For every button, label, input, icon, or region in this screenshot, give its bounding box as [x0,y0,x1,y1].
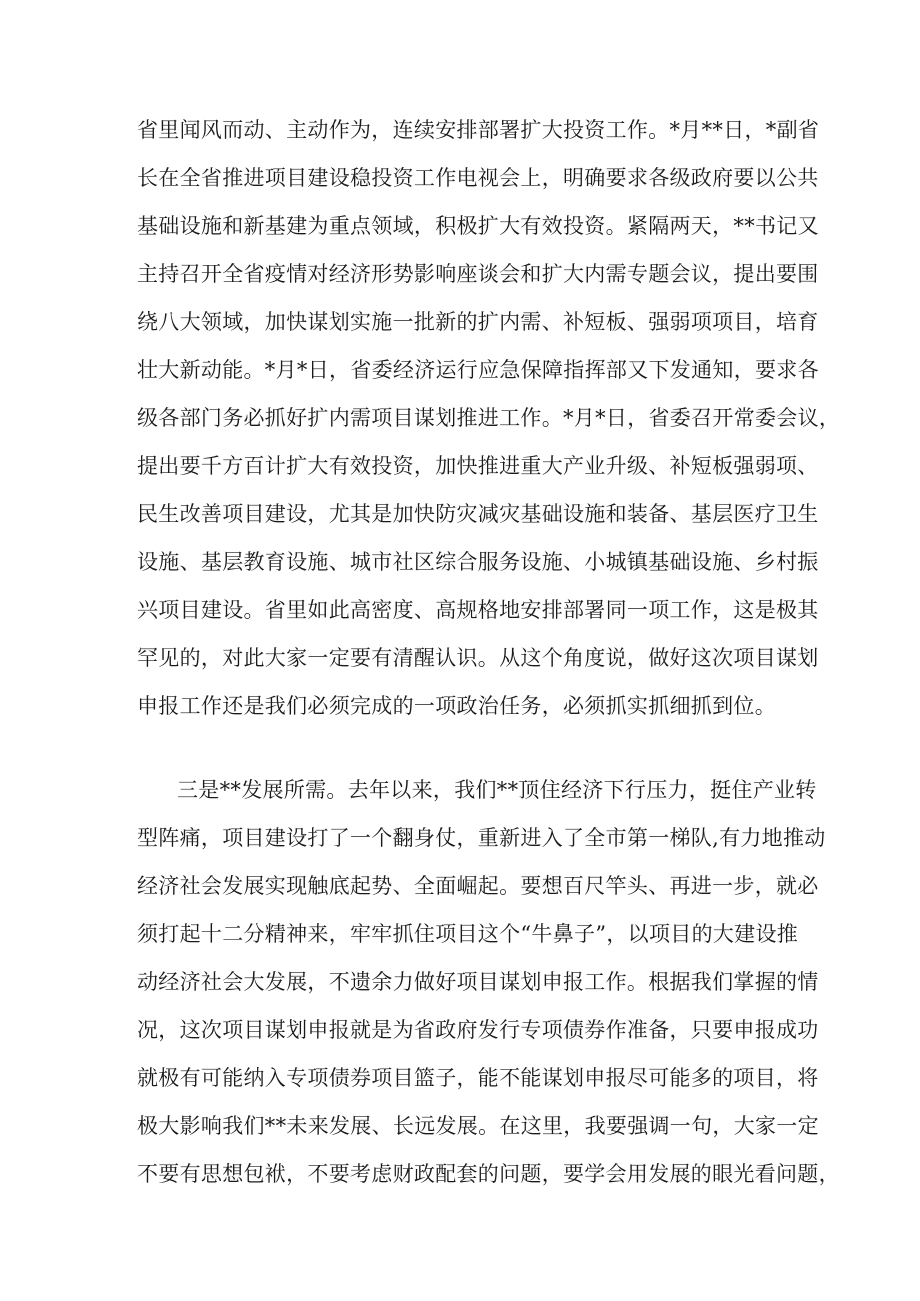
paragraph-line: 基础设施和新基建为重点领域，积极扩大有效投资。紧隔两天，**书记又 [137,214,819,238]
paragraph-line: 兴项目建设。省里如此高密度、高规格地安排部署同一项工作，这是极其 [137,598,819,622]
paragraph-line: 申报工作还是我们必须完成的一项政治任务，必须抓实抓细抓到位。 [137,694,776,718]
paragraph-line: 况，这次项目谋划申报就是为省政府发行专项债券作准备，只要申报成功 [137,1018,819,1042]
paragraph-line: 提出要千方百计扩大有效投资，加快推进重大产业升级、补短板强弱项、 [137,454,819,478]
paragraph-line: 设施、基层教育设施、城市社区综合服务设施、小城镇基础设施、乡村振 [137,550,819,574]
paragraph-line: 动经济社会大发展，不遗余力做好项目谋划申报工作。根据我们掌握的情 [137,970,819,994]
paragraph-line: 主持召开全省疫情对经济形势影响座谈会和扩大内需专题会议，提出要围 [137,262,819,286]
paragraph-line: 极大影响我们**未来发展、长远发展。在这里，我要强调一句，大家一定 [137,1114,819,1138]
paragraph-line: 就极有可能纳入专项债券项目篮子，能不能谋划申报尽可能多的项目，将 [137,1066,819,1090]
paragraph-line: 级各部门务必抓好扩内需项目谋划推进工作。*月*日，省委召开常委会议， [137,406,841,430]
paragraph-line: 民生改善项目建设，尤其是加快防灾减灾基础设施和装备、基层医疗卫生 [137,502,819,526]
paragraph-line: 经济社会发展实现触底起势、全面崛起。要想百尺竿头、再进一步，就必 [137,874,819,898]
paragraph-line: 不要有思想包袱，不要考虑财政配套的问题，要学会用发展的眼光看问题， [137,1162,840,1186]
paragraph-line: 须打起十二分精神来，牢牢抓住项目这个“牛鼻子”，以项目的大建设推 [137,922,799,946]
paragraph-line: 三是**发展所需。去年以来，我们**顶住经济下行压力，挺住产业转 [177,778,817,802]
paragraph-line: 长在全省推进项目建设稳投资工作电视会上，明确要求各级政府要以公共 [137,166,819,190]
paragraph-line: 壮大新动能。*月*日，省委经济运行应急保障指挥部又下发通知，要求各 [137,358,819,382]
paragraph-line: 型阵痛，项目建设打了一个翻身仗，重新进入了全市第一梯队,有力地推动 [137,826,826,850]
paragraph-line: 罕见的，对此大家一定要有清醒认识。从这个角度说，做好这次项目谋划 [137,646,819,670]
paragraph-line: 省里闻风而动、主动作为，连续安排部署扩大投资工作。*月**日，*副省 [137,118,820,142]
paragraph-line: 绕八大领域，加快谋划实施一批新的扩内需、补短板、强弱项项目，培育 [137,310,819,334]
